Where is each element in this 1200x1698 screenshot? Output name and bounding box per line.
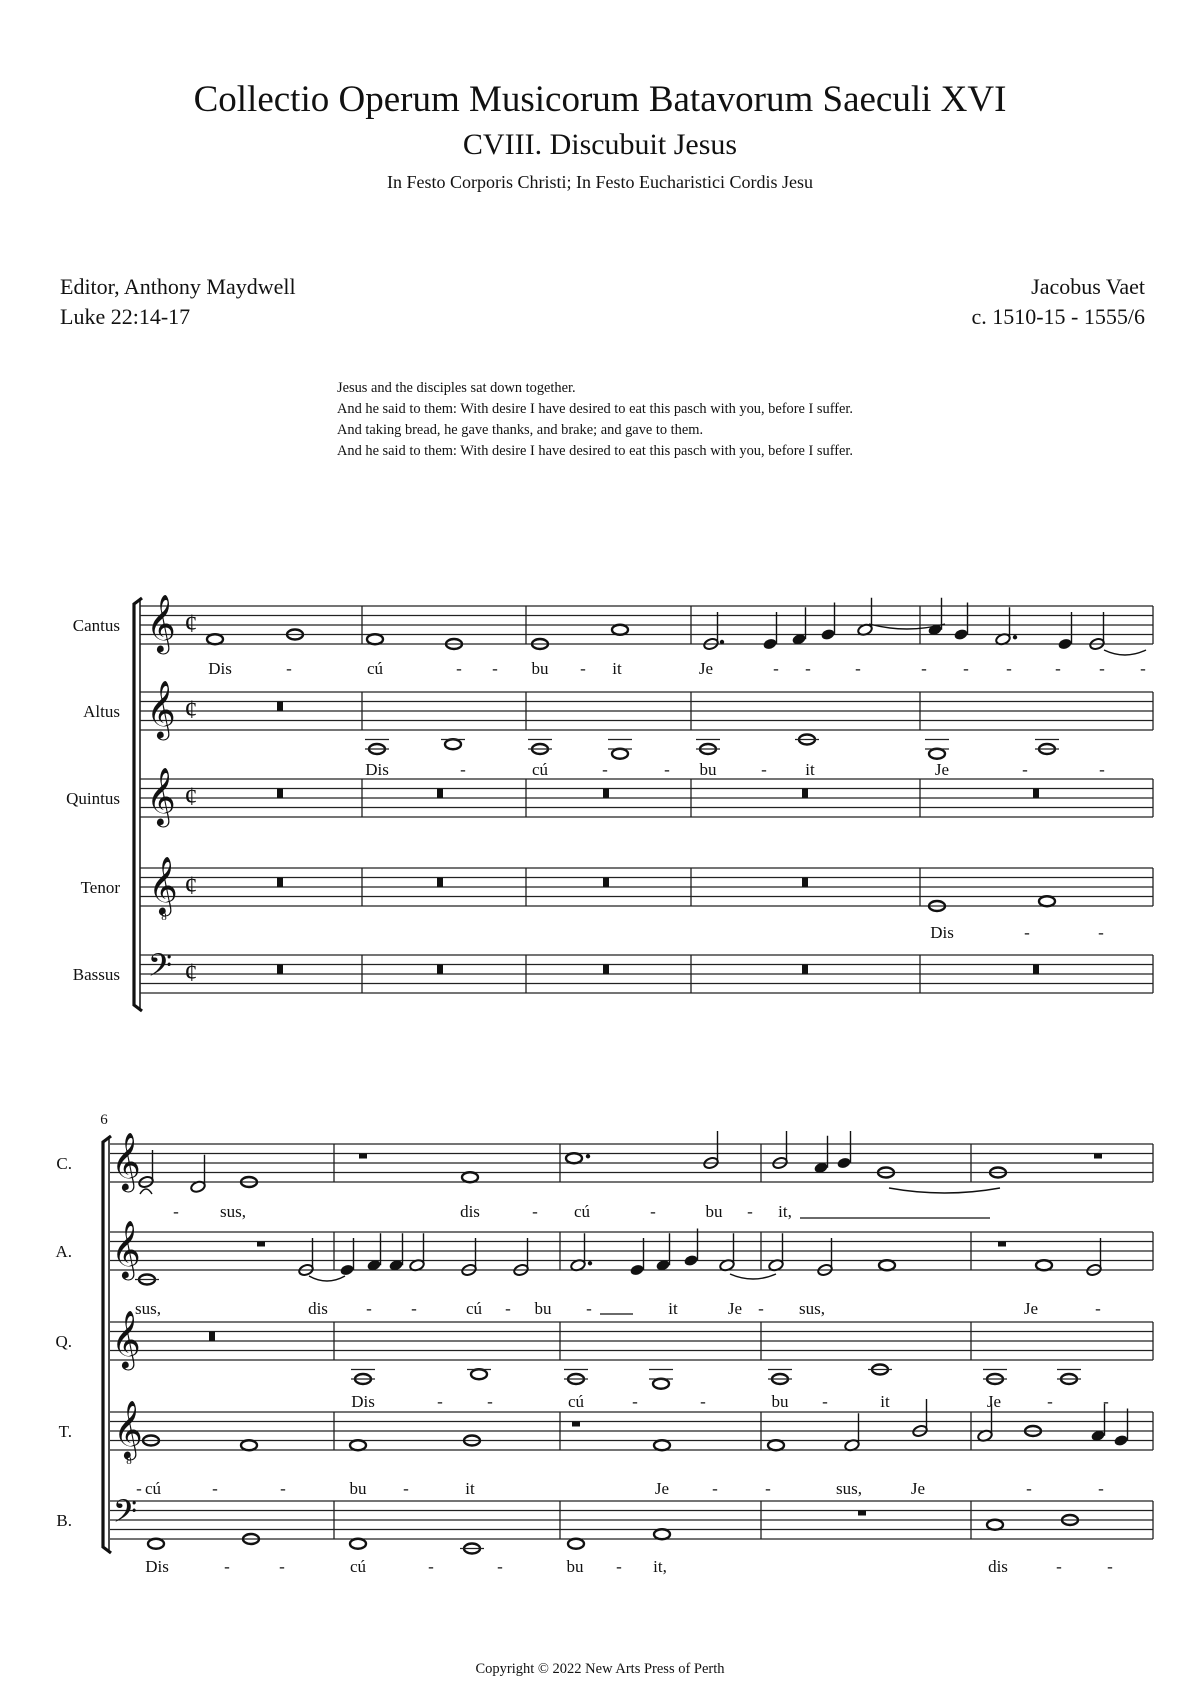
tenor-lyric: - bbox=[136, 1479, 142, 1498]
translation-line: Jesus and the disciples sat down together. bbox=[337, 380, 576, 396]
tenor-lyric: - bbox=[212, 1479, 218, 1498]
altus-lyric: sus, bbox=[799, 1299, 825, 1318]
whole-note bbox=[350, 1440, 366, 1450]
cantus-lyric: - bbox=[773, 659, 779, 678]
altus-lyric: sus, bbox=[135, 1299, 161, 1318]
bassus-lyric: - bbox=[428, 1557, 434, 1576]
cut-time-icon: ¢ bbox=[184, 958, 198, 987]
bassus-lyric: - bbox=[279, 1557, 285, 1576]
cantus-lyric: - bbox=[650, 1202, 656, 1221]
whole-rest bbox=[572, 1422, 580, 1427]
translation-line: And he said to them: With desire I have desired to eat this pasch with you, before I suffer. bbox=[337, 401, 854, 417]
breve-rest bbox=[802, 789, 808, 799]
quintus-lyric: - bbox=[437, 1392, 443, 1411]
cantus-lyric: Je bbox=[698, 659, 714, 678]
part-label: Cantus bbox=[72, 616, 120, 635]
quintus-lyric: cú bbox=[567, 1392, 585, 1411]
altus-lyric: bu bbox=[534, 1299, 552, 1318]
bassus-lyric: bu bbox=[566, 1557, 584, 1576]
editor-name: Editor, Anthony Maydwell bbox=[60, 274, 296, 299]
altus-lyric: Je bbox=[727, 1299, 743, 1318]
altus-lyric: - bbox=[664, 760, 670, 779]
whole-note bbox=[1036, 1260, 1052, 1270]
altus-lyric: - bbox=[1022, 760, 1028, 779]
whole-rest bbox=[359, 1154, 367, 1159]
cantus-lyric: bu bbox=[531, 659, 549, 678]
cantus-lyric: - bbox=[580, 659, 586, 678]
breve-rest bbox=[277, 789, 283, 799]
altus-lyric: - bbox=[460, 760, 466, 779]
altus-lyric: cú bbox=[465, 1299, 483, 1318]
treble-clef-icon: 𝄞 bbox=[146, 681, 176, 737]
augmentation-dot bbox=[588, 1261, 592, 1265]
tenor-lyric: sus, bbox=[836, 1479, 862, 1498]
tenor-lyric: - bbox=[712, 1479, 718, 1498]
altus-lyric: Je bbox=[1023, 1299, 1039, 1318]
whole-note bbox=[654, 1440, 670, 1450]
cut-time-icon: ¢ bbox=[184, 695, 198, 724]
whole-note bbox=[879, 1260, 895, 1270]
quarter-note bbox=[1057, 637, 1072, 650]
scripture-source: Luke 22:14-17 bbox=[60, 304, 191, 329]
whole-note bbox=[654, 1529, 670, 1539]
cantus-lyric: - bbox=[747, 1202, 753, 1221]
system-bracket bbox=[134, 598, 142, 1011]
quarter-note bbox=[339, 1263, 354, 1276]
whole-note bbox=[929, 749, 945, 759]
cut-time-icon: ¢ bbox=[184, 609, 198, 638]
part-label: Bassus bbox=[72, 965, 120, 984]
whole-rest bbox=[1094, 1154, 1102, 1159]
cantus-lyric: - bbox=[286, 659, 292, 678]
cantus-lyric: Dis bbox=[208, 659, 232, 678]
bassus-lyric: - bbox=[497, 1557, 503, 1576]
cantus-lyric: it, bbox=[778, 1202, 792, 1221]
treble-clef-icon: 𝄞 bbox=[111, 1133, 141, 1189]
whole-rest bbox=[858, 1511, 866, 1516]
cantus-lyric: - bbox=[492, 659, 498, 678]
whole-note bbox=[612, 749, 628, 759]
quintus-lyric: - bbox=[632, 1392, 638, 1411]
whole-note bbox=[653, 1379, 669, 1389]
altus-lyric: it bbox=[805, 760, 815, 779]
piece-title: CVIII. Discubuit Jesus bbox=[462, 128, 738, 161]
translation-line: And taking bread, he gave thanks, and brake; and gave to them. bbox=[337, 422, 704, 438]
cantus-lyric: - bbox=[963, 659, 969, 678]
tenor-lyric: Dis bbox=[930, 923, 954, 942]
quarter-note bbox=[1113, 1434, 1128, 1447]
tenor-lyric: - bbox=[1098, 1479, 1104, 1498]
altus-lyric: - bbox=[1095, 1299, 1101, 1318]
tenor-lyric: - bbox=[280, 1479, 286, 1498]
cantus-lyric: dis bbox=[460, 1202, 480, 1221]
composer-dates: c. 1510-15 - 1555/6 bbox=[971, 304, 1145, 329]
cantus-lyric: - bbox=[805, 659, 811, 678]
breve-rest bbox=[603, 965, 609, 975]
breve-rest bbox=[277, 702, 283, 712]
tenor-lyric: - bbox=[403, 1479, 409, 1498]
part-label: Quintus bbox=[66, 789, 120, 808]
whole-note bbox=[148, 1539, 164, 1549]
cantus-lyric: cú bbox=[366, 659, 384, 678]
whole-note bbox=[568, 1539, 584, 1549]
tie-slur bbox=[309, 1276, 345, 1281]
quintus-lyric: - bbox=[700, 1392, 706, 1411]
quarter-note bbox=[820, 628, 835, 641]
part-label: B. bbox=[56, 1511, 72, 1530]
whole-note bbox=[1039, 896, 1055, 906]
altus-lyric: Dis bbox=[365, 760, 389, 779]
whole-note bbox=[367, 634, 383, 644]
composer-name: Jacobus Vaet bbox=[1031, 274, 1145, 299]
treble-clef-icon: 𝄞 bbox=[146, 768, 176, 824]
altus-lyric: dis bbox=[308, 1299, 328, 1318]
measure-number: 6 bbox=[100, 1112, 108, 1128]
breve-rest bbox=[603, 789, 609, 799]
part-label: C. bbox=[56, 1154, 72, 1173]
whole-note bbox=[207, 634, 223, 644]
tenor-lyric: Je bbox=[910, 1479, 926, 1498]
whole-note bbox=[768, 1440, 784, 1450]
altus-lyric: Je bbox=[934, 760, 950, 779]
part-label: Q. bbox=[55, 1332, 72, 1351]
tenor-lyric: - bbox=[1098, 923, 1104, 942]
bassus-lyric: Dis bbox=[145, 1557, 169, 1576]
breve-rest bbox=[277, 965, 283, 975]
altus-lyric: - bbox=[758, 1299, 764, 1318]
tenor-lyric: Je bbox=[654, 1479, 670, 1498]
tie-slur bbox=[1104, 650, 1146, 655]
quintus-lyric: - bbox=[1103, 1392, 1109, 1411]
cantus-lyric: - bbox=[921, 659, 927, 678]
quarter-note bbox=[836, 1156, 851, 1169]
altus-lyric: - bbox=[411, 1299, 417, 1318]
part-label: A. bbox=[55, 1242, 72, 1261]
tenor-lyric: bu bbox=[349, 1479, 367, 1498]
bass-clef-icon: 𝄢 bbox=[147, 949, 173, 991]
breve-rest bbox=[437, 878, 443, 888]
translation-line: And he said to them: With desire I have desired to eat this pasch with you, before I suffer. bbox=[337, 443, 854, 459]
cantus-lyric: - bbox=[532, 1202, 538, 1221]
whole-note bbox=[566, 1153, 582, 1163]
system-bracket bbox=[103, 1136, 111, 1553]
copyright-notice: Copyright © 2022 New Arts Press of Perth bbox=[475, 1661, 725, 1677]
quintus-lyric: Je bbox=[986, 1392, 1002, 1411]
quintus-lyric: it bbox=[880, 1392, 890, 1411]
tenor-lyric: cú bbox=[144, 1479, 162, 1498]
whole-note bbox=[471, 1369, 487, 1379]
tenor-lyric: - bbox=[1024, 923, 1030, 942]
cantus-lyric: - bbox=[1140, 659, 1146, 678]
bassus-lyric: - bbox=[1107, 1557, 1113, 1576]
part-label: T. bbox=[58, 1422, 72, 1441]
whole-note bbox=[462, 1172, 478, 1182]
altus-lyric: it bbox=[668, 1299, 678, 1318]
tenor-treble-clef-icon: 𝄞 bbox=[113, 1401, 143, 1457]
whole-note bbox=[445, 739, 461, 749]
whole-note bbox=[987, 1520, 1003, 1530]
part-label: Altus bbox=[83, 702, 120, 721]
whole-note bbox=[350, 1539, 366, 1549]
collection-title: Collectio Operum Musicorum Batavorum Saeculi XVI bbox=[193, 79, 1007, 120]
tie-slur bbox=[889, 1188, 1000, 1193]
bassus-lyric: - bbox=[224, 1557, 230, 1576]
breve-rest bbox=[802, 965, 808, 975]
breve-rest bbox=[277, 878, 283, 888]
treble-clef-icon: 𝄞 bbox=[146, 595, 176, 651]
augmentation-dot bbox=[586, 1154, 590, 1158]
quarter-note bbox=[762, 637, 777, 650]
quintus-lyric: bu bbox=[771, 1392, 789, 1411]
bassus-lyric: it, bbox=[653, 1557, 667, 1576]
augmentation-dot bbox=[1013, 635, 1017, 639]
cantus-lyric: - bbox=[855, 659, 861, 678]
treble-clef-icon: 𝄞 bbox=[111, 1221, 141, 1277]
bassus-lyric: cú bbox=[349, 1557, 367, 1576]
octave-mark: 8 bbox=[126, 1455, 132, 1467]
altus-lyric: - bbox=[586, 1299, 592, 1318]
cantus-lyric: - bbox=[1006, 659, 1012, 678]
breve-rest bbox=[1033, 965, 1039, 975]
whole-note bbox=[612, 625, 628, 635]
tie-slur bbox=[730, 1274, 776, 1279]
cantus-lyric: - bbox=[1055, 659, 1061, 678]
cantus-lyric: - bbox=[456, 659, 462, 678]
cantus-lyric: - bbox=[1099, 659, 1105, 678]
tenor-lyric: it bbox=[465, 1479, 475, 1498]
bassus-lyric: - bbox=[616, 1557, 622, 1576]
altus-lyric: cú bbox=[531, 760, 549, 779]
cantus-lyric: bu bbox=[705, 1202, 723, 1221]
breve-rest bbox=[1033, 789, 1039, 799]
cantus-lyric: sus, bbox=[220, 1202, 246, 1221]
quintus-lyric: - bbox=[487, 1392, 493, 1411]
breve-rest bbox=[437, 965, 443, 975]
bass-clef-icon: 𝄢 bbox=[112, 1495, 138, 1537]
quarter-note bbox=[683, 1254, 698, 1267]
quintus-lyric: Dis bbox=[351, 1392, 375, 1411]
altus-lyric: - bbox=[1099, 760, 1105, 779]
breve-rest bbox=[603, 878, 609, 888]
quintus-lyric: - bbox=[822, 1392, 828, 1411]
whole-rest bbox=[257, 1242, 265, 1247]
whole-note bbox=[241, 1440, 257, 1450]
cantus-lyric: it bbox=[612, 659, 622, 678]
altus-lyric: bu bbox=[699, 760, 717, 779]
cantus-lyric: - bbox=[173, 1202, 179, 1221]
tenor-treble-clef-icon: 𝄞 bbox=[148, 857, 178, 913]
quintus-lyric: - bbox=[1047, 1392, 1053, 1411]
augmentation-dot bbox=[720, 640, 724, 644]
breve-rest bbox=[437, 789, 443, 799]
octave-mark: 8 bbox=[161, 911, 167, 923]
breve-rest bbox=[802, 878, 808, 888]
breve-rest bbox=[209, 1332, 215, 1342]
quarter-note bbox=[629, 1263, 644, 1276]
quarter-note bbox=[953, 628, 968, 641]
whole-rest bbox=[998, 1242, 1006, 1247]
bassus-lyric: - bbox=[1056, 1557, 1062, 1576]
tenor-lyric: - bbox=[765, 1479, 771, 1498]
treble-clef-icon: 𝄞 bbox=[111, 1311, 141, 1367]
occasion-subtitle: In Festo Corporis Christi; In Festo Eucharistici Cordis Jesu bbox=[387, 172, 813, 192]
part-label: Tenor bbox=[80, 878, 120, 897]
altus-lyric: - bbox=[505, 1299, 511, 1318]
cut-time-icon: ¢ bbox=[184, 871, 198, 900]
tie-slur bbox=[140, 1189, 152, 1194]
altus-lyric: - bbox=[602, 760, 608, 779]
tenor-lyric: - bbox=[1026, 1479, 1032, 1498]
cut-time-icon: ¢ bbox=[184, 782, 198, 811]
cantus-lyric: cú bbox=[573, 1202, 591, 1221]
bassus-lyric: dis bbox=[988, 1557, 1008, 1576]
altus-lyric: - bbox=[761, 760, 767, 779]
altus-lyric: - bbox=[366, 1299, 372, 1318]
